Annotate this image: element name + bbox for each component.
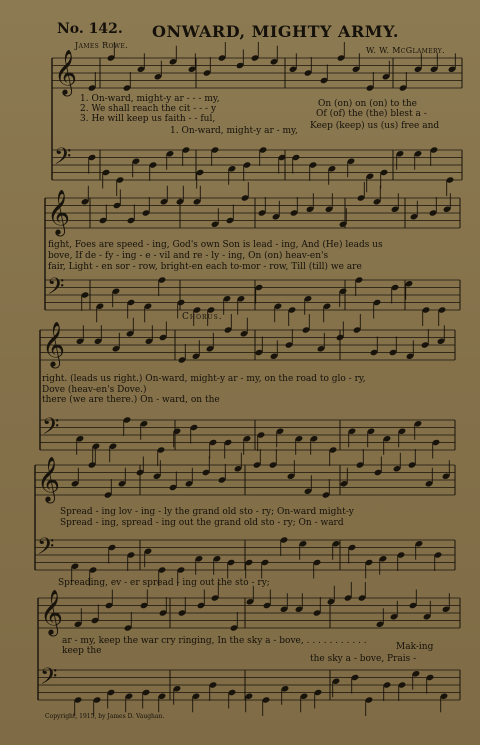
lyric-line: Dove (heav-en's Dove.): [42, 385, 147, 395]
lyric-line: bove, If de - fy - ing - e - vil and re - ly - ing, On (on) heav-en's: [48, 251, 329, 261]
lyric-line: keep the: [62, 646, 102, 656]
lyric-line: Spread - ing, spread - ing out the grand old sto - ry; On - ward: [60, 518, 344, 528]
treble-clef-icon: 𝄞: [47, 189, 71, 235]
lyric-line: fair, Light - en sor - row, bright-en each to-mor - row, Till (till) we are: [48, 262, 362, 272]
lyric-line: right. (leads us right.) On-ward, might-y ar - my, on the road to glo - ry,: [42, 374, 366, 384]
hymn-number: No. 142.: [57, 21, 123, 37]
lyric-line: ar - my, keep the war cry ringing, In the sky a - bove, . . . . . . . . . . .: [62, 636, 367, 646]
bass-clef-icon: 𝄢: [54, 144, 72, 175]
chorus-label: Chorus.: [182, 312, 223, 322]
bass-clef-icon: 𝄢: [42, 414, 60, 445]
treble-clef-icon: 𝄞: [37, 456, 61, 502]
treble-clef-icon: 𝄞: [40, 589, 64, 635]
bass-clef-icon: 𝄢: [40, 664, 58, 695]
hymn-title: ONWARD, MIGHTY ARMY.: [152, 22, 399, 41]
lyric-line: Spread - ing lov - ing - ly the grand old sto - ry; On-ward might-y: [60, 507, 354, 517]
lyric-line: there (we are there.) On - ward, on the: [42, 395, 220, 405]
treble-clef-icon: 𝄞: [54, 49, 78, 95]
lyric-line: Mak-ing: [396, 642, 434, 652]
bass-clef-icon: 𝄢: [47, 274, 65, 305]
lyric-line: 3. He will keep us faith - - ful,: [80, 114, 216, 124]
treble-clef-icon: 𝄞: [42, 321, 66, 367]
lyric-line: Of (of) the (the) blest a -: [316, 109, 427, 119]
lyric-line: On (on) on (on) to the: [318, 99, 417, 109]
lyricist-credit: James Rowe.: [75, 41, 129, 50]
lyric-line: fight, Foes are speed - ing, God's own Son is lead - ing, And (He) leads us: [48, 240, 383, 250]
lyric-line: 1. On-ward, might-y ar - my,: [170, 126, 298, 136]
lyric-line: 1. On-ward, might-y ar - - - my,: [80, 94, 220, 104]
bass-clef-icon: 𝄢: [37, 534, 55, 565]
lyric-line: the sky a - bove, Prais -: [310, 654, 417, 664]
lyric-line: Spreading, ev - er spread - ing out the sto - ry;: [58, 578, 270, 588]
copyright-notice: Copyright, 1915, by James D. Vaughan.: [45, 713, 165, 720]
lyric-line: Keep (keep) us (us) free and: [310, 121, 440, 131]
lyric-line: 2. We shall reach the cit - - - y: [80, 104, 217, 114]
composer-credit: W. W. McGlamery.: [366, 46, 446, 55]
